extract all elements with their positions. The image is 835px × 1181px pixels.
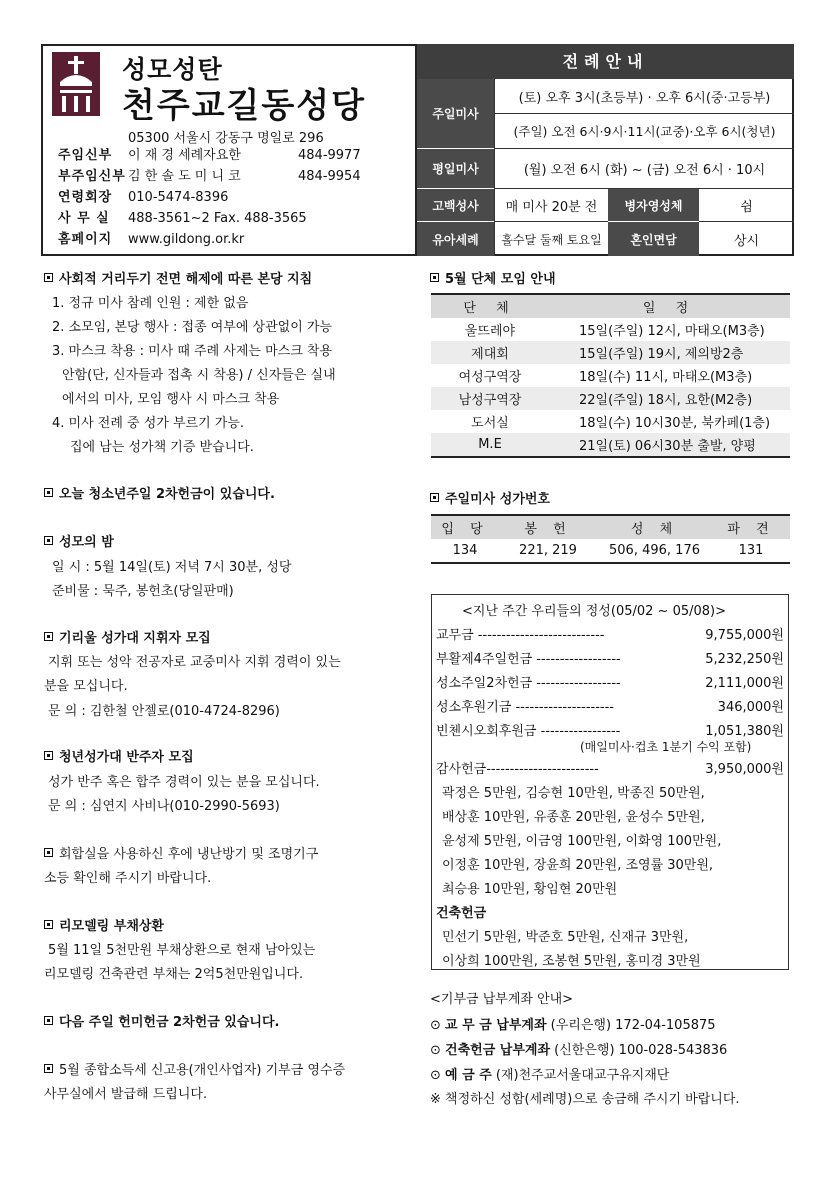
distancing-line-1: 1. 정규 미사 참례 인원 : 제한 없음: [52, 296, 249, 311]
schedule-title: 전례안내: [417, 44, 794, 79]
bullet-circle-icon: ⊙: [430, 1068, 446, 1083]
offering-row-thanks: 감사헌금------------------------ 3,950,000원: [436, 762, 784, 777]
distancing-line-3: 3. 마스크 착용 : 미사 때 주례 사제는 마스크 착용: [52, 344, 333, 359]
sunday-mass-label: 주일미사: [417, 79, 494, 149]
confession-time: 매 미사 20분 전: [494, 189, 608, 222]
square-bullet-icon: [430, 273, 439, 282]
table-row: 134 221, 219 506, 496, 176 131: [452, 543, 764, 558]
section-tax-receipt: 5월 종합소득세 신고용(개인사업자) 기부금 영수증: [44, 1059, 345, 1083]
section-meeting-room: 회합실을 사용하신 후에 냉난방기 및 조명기구: [44, 843, 318, 867]
remodeling-line-1: 5월 11일 5천만원 부채상환으로 현재 남아있는: [48, 943, 316, 958]
staff-row-funeral: 연령회장 010-5474-8396: [58, 190, 229, 205]
staff-row-assistant: 부주임신부 김 한 솔 도 미 니 코 484-9954: [58, 169, 361, 184]
infant-baptism-value: 홀수달 둘째 토요일: [494, 222, 608, 256]
square-bullet-icon: [44, 848, 53, 857]
choir-conductor-contact: 문 의 : 김한철 안젤로(010-4724-8296): [48, 704, 280, 719]
thanks-donor-line: 곽정은 5만원, 김승현 10만원, 박종진 50만원,: [442, 786, 705, 801]
square-bullet-icon: [44, 751, 53, 760]
offering-row: 교무금 --------------------------- 9,755,000원: [436, 628, 784, 643]
groups-table: [431, 293, 790, 458]
donation-account-tithe: ⊙ 교 무 금 납부계좌 (우리은행) 172-04-105875: [430, 1018, 716, 1033]
bullet-circle-icon: ⊙: [430, 1043, 446, 1058]
table-row: 도서실 18일(수) 10시30분, 북카페(1층): [471, 416, 771, 431]
donation-note: ※ 책정하신 성함(세례명)으로 송금해 주시기 바랍니다.: [430, 1092, 740, 1107]
offering-row: 성소주일2차헌금 ------------------ 2,111,000원: [436, 676, 784, 691]
section-next-collection: 다음 주일 헌미헌금 2차헌금 있습니다.: [44, 1011, 279, 1035]
distancing-line-6: 4. 미사 전례 중 성가 부르기 가능.: [52, 416, 245, 431]
marian-night-items: 준비물 : 묵주, 봉헌초(당일판매): [52, 584, 234, 599]
infant-baptism-label: 유아세례: [417, 222, 494, 256]
section-remodeling-title: 리모델링 부채상환: [44, 915, 164, 939]
hymns-table: [431, 514, 790, 564]
homepage-link[interactable]: www.gildong.or.kr: [128, 232, 245, 247]
distancing-line-5: 에서의 미사, 모임 행사 시 마스크 착용: [62, 392, 280, 407]
distancing-line-7: 집에 남는 성가책 기증 받습니다.: [70, 440, 254, 455]
sick-communion-value: 쉼: [699, 189, 794, 222]
church-logo: [52, 52, 100, 116]
distancing-line-4: 안함(단, 신자들과 접촉 시 착용) / 신자들은 실내: [62, 368, 336, 383]
building-donor-line: 민선기 5만원, 박준호 5만원, 신재규 3만원,: [442, 930, 689, 945]
square-bullet-icon: [430, 493, 439, 502]
staff-row-pastor: 주임신부 이 재 경 세례자요한 484-9977: [58, 148, 361, 163]
tax-receipt-line-2: 사무실에서 발급해 드립니다.: [44, 1087, 208, 1102]
section-choir-conductor-title: 기리울 성가대 지휘자 모집: [44, 627, 211, 651]
staff-row-homepage: 홈페이지 www.gildong.or.kr: [58, 232, 245, 247]
groups-header-group: 단 체: [431, 294, 549, 318]
offerings-title: <지난 주간 우리들의 정성(05/02 ~ 05/08)>: [462, 604, 726, 619]
donation-account-holder: ⊙ 예 금 주 (재)천주교서울대교구유지재단: [430, 1068, 670, 1083]
meeting-room-line-2: 소등 확인해 주시기 바랍니다.: [44, 871, 212, 886]
marriage-interview-label: 혼인면담: [608, 222, 699, 256]
weekday-mass-label: 평일미사: [417, 149, 494, 189]
thanks-donor-line: 최승용 10만원, 황임현 20만원: [442, 882, 618, 897]
donation-title: <기부금 납부계좌 안내>: [430, 992, 574, 1007]
marian-night-date: 일 시 : 5월 14일(토) 저녁 7시 30분, 성당: [52, 560, 292, 575]
section-distancing-title: 사회적 거리두기 전면 해제에 따른 본당 지침: [44, 268, 312, 292]
square-bullet-icon: [44, 488, 53, 497]
remodeling-line-2: 리모델링 건축관련 부채는 2억5천만원입니다.: [44, 967, 304, 982]
section-marian-night-title: 성모의 밤: [44, 531, 114, 555]
thanks-donor-line: 윤성제 5만원, 이금영 100만원, 이화영 100만원,: [442, 834, 722, 849]
church-address: 05300 서울시 강동구 명일로 296: [128, 131, 324, 146]
thanks-donor-line: 이정훈 10만원, 장윤희 20만원, 조영률 30만원,: [442, 858, 714, 873]
offering-row: 부활제4주일헌금 ------------------ 5,232,250원: [436, 652, 784, 667]
sunday-mass-saturday: (토) 오후 3시(초등부) · 오후 6시(중·고등부): [494, 79, 794, 114]
church-subtitle: 성모성탄: [122, 55, 223, 84]
table-row: 남성구역장 22일(주일) 18시, 요한(M2층): [431, 387, 790, 410]
weekday-mass-times: (월) 오전 6시 (화) ~ (금) 오전 6시 · 10시: [494, 149, 794, 189]
square-bullet-icon: [44, 1064, 53, 1073]
square-bullet-icon: [44, 273, 53, 282]
choir-conductor-line-1: 지휘 또는 성악 전공자로 교중미사 지휘 경력이 있는: [48, 655, 341, 670]
donation-account-building: ⊙ 건축헌금 납부계좌 (신한은행) 100-028-543836: [430, 1043, 728, 1058]
accompanist-contact: 문 의 : 심연지 사비나(010-2990-5693): [48, 799, 280, 814]
offering-row: 빈첸시오회후원금 ----------------- 1,051,380원: [436, 724, 784, 739]
choir-conductor-line-2: 분을 모십니다.: [44, 679, 128, 694]
square-bullet-icon: [44, 1016, 53, 1025]
table-row: 여성구역장 18일(수) 11시, 마태오(M3층): [458, 370, 753, 385]
confession-label: 고백성사: [417, 189, 494, 222]
sunday-mass-sunday: (주일) 오전 6시·9시·11시(교중)·오후 6시(청년): [494, 114, 794, 149]
table-row: 울뜨레야 15일(주일) 12시, 마태오(M3층): [464, 324, 765, 339]
groups-header-schedule: 일 정: [549, 294, 790, 318]
bullet-circle-icon: ⊙: [430, 1018, 446, 1033]
distancing-line-2: 2. 소모임, 본당 행사 : 접종 여부에 상관없이 가능: [52, 320, 333, 335]
building-fund-label: 건축헌금: [436, 906, 487, 921]
square-bullet-icon: [44, 920, 53, 929]
sick-communion-label: 병자영성체: [608, 189, 699, 222]
groups-header-row: [431, 294, 790, 318]
offering-row: 성소후원기금 --------------------- 346,000원: [436, 700, 784, 715]
table-row: 제대회 15일(주일) 19시, 제의방2층: [431, 341, 790, 364]
section-youth-collection: 오늘 청소년주일 2차헌금이 있습니다.: [44, 483, 275, 507]
staff-row-office: 사 무 실 488-3561~2 Fax. 488-3565: [58, 211, 307, 226]
building-donor-line: 이상희 100만원, 조봉현 5만원, 홍미경 3만원: [442, 954, 701, 969]
groups-title: 5월 단체 모임 안내: [430, 268, 556, 292]
marriage-interview-value: 상시: [733, 233, 760, 249]
vincent-note: (매일미사·컵초 1분기 수익 포함): [580, 740, 752, 754]
square-bullet-icon: [44, 632, 53, 641]
hymns-header-row: 입 당 봉 헌 성 체 파 견: [431, 515, 790, 539]
thanks-donor-line: 배상훈 10만원, 유종훈 20만원, 윤성수 5만원,: [442, 810, 705, 825]
square-bullet-icon: [44, 536, 53, 545]
section-accompanist-title: 청년성가대 반주자 모집: [44, 746, 194, 770]
church-name: 천주교길동성당: [122, 86, 366, 126]
hymns-title: 주일미사 성가번호: [430, 488, 550, 512]
table-row: M.E 21일(토) 06시30분 출발, 양평: [431, 433, 790, 457]
accompanist-line-1: 성가 반주 혹은 합주 경력이 있는 분을 모십니다.: [48, 775, 320, 790]
